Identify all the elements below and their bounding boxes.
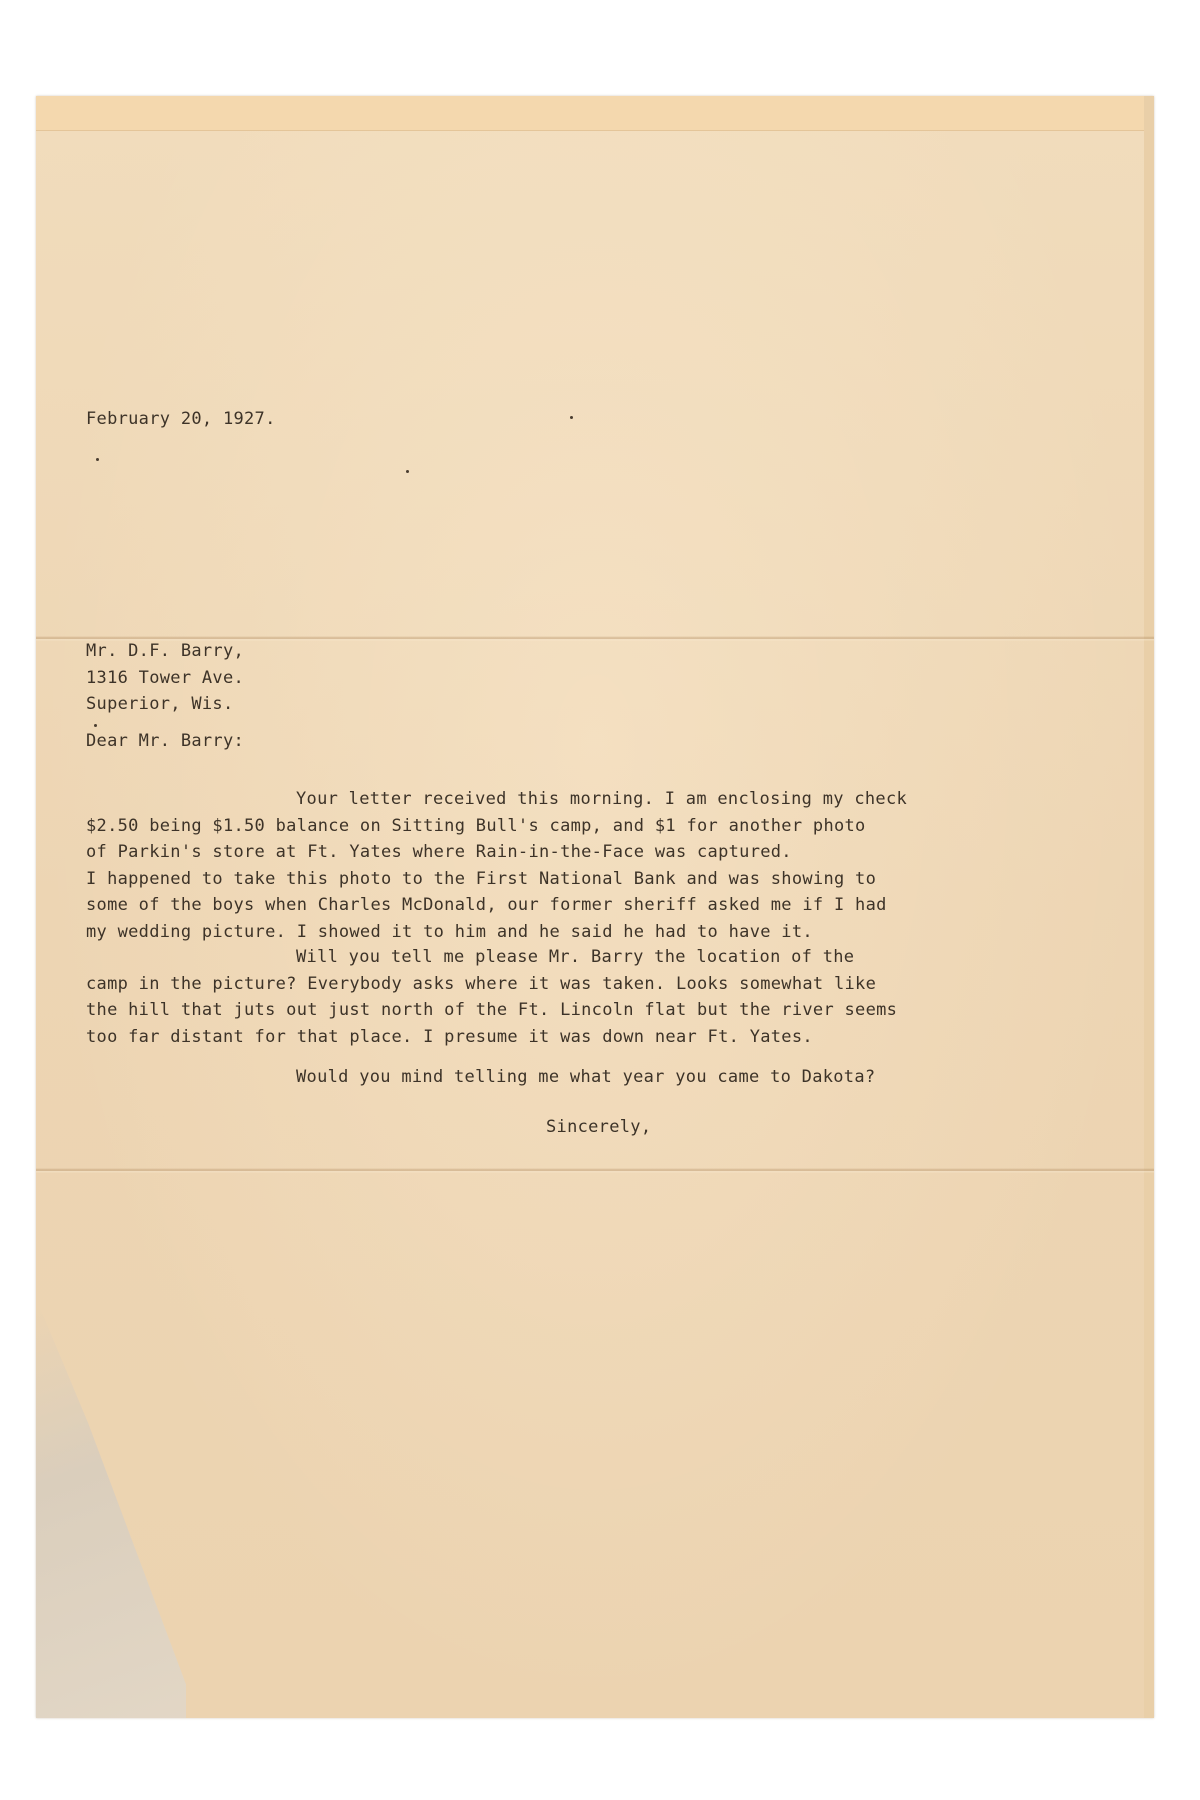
address-line: Mr. D.F. Barry, bbox=[86, 641, 245, 661]
address-line: 1316 Tower Ave. bbox=[86, 667, 245, 688]
body-line: Will you tell me please Mr. Barry the location of the bbox=[296, 947, 855, 967]
body-line: the hill that juts out just north of the Ft. Lincoln flat but the river seems bbox=[86, 1000, 898, 1020]
paper-fold-crease bbox=[36, 1168, 1154, 1173]
body-line: Would you mind telling me what year you came to Dakota? bbox=[296, 1067, 876, 1087]
letter-date: February 20, 1927. bbox=[86, 409, 276, 429]
ink-speck bbox=[406, 470, 409, 473]
body-line: Your letter received this morning. I am enclosing my check bbox=[296, 789, 908, 809]
body-line: I happened to take this photo to the First National Bank and was showing to bbox=[86, 868, 877, 889]
paper-right-edge bbox=[1144, 96, 1154, 1718]
body-line: too far distant for that place. I presume it was down near Ft. Yates. bbox=[86, 1026, 813, 1047]
ink-speck bbox=[570, 416, 573, 419]
ink-speck bbox=[94, 724, 97, 727]
body-paragraph-3 bbox=[86, 1064, 875, 1091]
body-line: of Parkin's store at Ft. Yates where Rain-in-the-Face was captured. bbox=[86, 842, 792, 862]
recipient-address bbox=[86, 638, 244, 718]
body-paragraph-1 bbox=[86, 786, 907, 945]
paper-torn-corner bbox=[36, 1298, 186, 1718]
letter-sheet bbox=[36, 96, 1154, 1718]
body-line: some of the boys when Charles McDonald, our former sheriff asked me if I had bbox=[86, 895, 887, 915]
ink-speck bbox=[96, 458, 99, 461]
body-line: camp in the picture? Everybody asks where it was taken. Looks somewhat like bbox=[86, 973, 877, 994]
letter-closing: Sincerely, bbox=[546, 1117, 652, 1137]
paper-top-strip bbox=[36, 96, 1154, 131]
address-line: Superior, Wis. bbox=[86, 694, 234, 714]
body-line: my wedding picture. I showed it to him and he said he had to have it. bbox=[86, 921, 813, 942]
body-line: $2.50 being $1.50 balance on Sitting Bull's camp, and $1 for another photo bbox=[86, 815, 866, 836]
body-paragraph-2 bbox=[86, 944, 897, 1050]
salutation: Dear Mr. Barry: bbox=[86, 731, 245, 751]
